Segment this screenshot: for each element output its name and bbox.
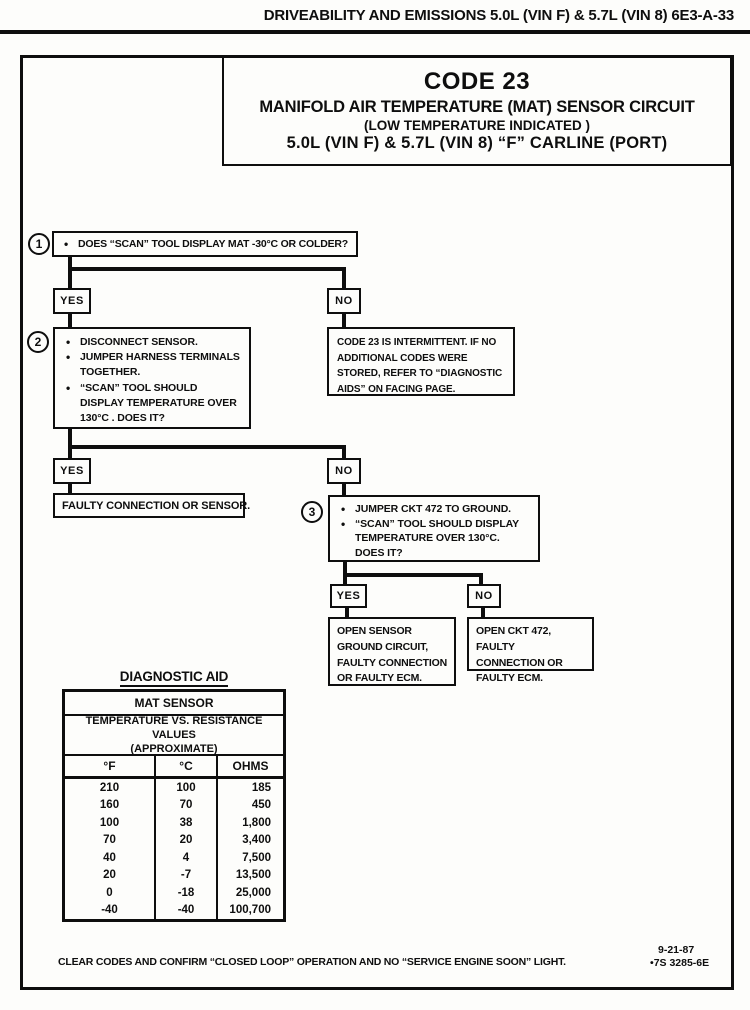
cell-ohms: 1,800 <box>216 814 283 832</box>
header-rule <box>0 30 750 34</box>
yes2-label: YES <box>60 465 84 477</box>
cell-c: -18 <box>154 884 216 902</box>
diagnostic-aid-heading <box>62 668 286 687</box>
no3-label: NO <box>475 590 493 602</box>
cell-ohms: 13,500 <box>216 867 283 885</box>
yes1-label: YES <box>60 295 84 307</box>
open-sensor-text: OPEN SENSOR GROUND CIRCUIT, FAULTY CONNECTION OR FAULTY ECM. <box>337 625 447 685</box>
cell-c: -7 <box>154 867 216 885</box>
step3-bullet: • “SCAN” TOOL SHOULD DISPLAY TEMPERATURE OVER 130°C. DOES IT? <box>337 517 531 561</box>
table-subtitle-row <box>65 716 283 756</box>
intermittent-box <box>327 327 515 396</box>
yes3-box <box>330 584 367 608</box>
connector <box>343 573 483 577</box>
table-row <box>65 849 283 867</box>
table-title-row: MAT SENSOR <box>65 692 283 716</box>
engine-title: 5.0L (VIN F) & 5.7L (VIN 8) “F” CARLINE (PORT) <box>286 134 668 153</box>
col-header-f: °F <box>103 759 116 773</box>
page-header: DRIVEABILITY AND EMISSIONS 5.0L (VIN F) & 5.7L (VIN 8) 6E3-A-33 <box>263 7 734 24</box>
connector <box>342 445 346 458</box>
step2-bullet: • JUMPER HARNESS TERMINALS TOGETHER. <box>62 350 242 380</box>
cell-ohms: 100,700 <box>216 902 283 920</box>
cell-ohms: 450 <box>216 797 283 815</box>
col-header-ohms: OHMS <box>216 756 283 776</box>
step2-bullet: • “SCAN” TOOL SHOULD DISPLAY TEMPERATURE OVER 130°C . DOES IT? <box>62 381 242 427</box>
col-header-c: °C <box>154 756 216 776</box>
faulty-connection-box <box>53 493 251 518</box>
cell-ohms: 3,400 <box>216 832 283 850</box>
cell-c: 38 <box>154 814 216 832</box>
cell-f: 210 <box>99 781 120 794</box>
cell-f: 160 <box>99 799 120 812</box>
no2-box <box>327 458 361 484</box>
open-ckt-result-box <box>467 617 594 685</box>
mat-sensor-table <box>62 689 286 922</box>
diagnostic-aid-title: DIAGNOSTIC AID <box>120 669 228 687</box>
step2-number-badge <box>27 331 49 353</box>
connector <box>68 267 72 288</box>
cell-c: 20 <box>154 832 216 850</box>
no2-label: NO <box>335 465 353 477</box>
step2-box <box>53 327 251 429</box>
table-row <box>65 884 283 902</box>
table-row <box>65 779 283 797</box>
step2-bullet: • DISCONNECT SENSOR. <box>62 335 242 350</box>
cell-c: -40 <box>154 902 216 920</box>
no1-box <box>327 288 361 314</box>
step2-number: 2 <box>34 335 42 349</box>
revision-date: 9-21-87 <box>658 944 695 956</box>
connector <box>342 267 346 288</box>
cell-ohms: 7,500 <box>216 849 283 867</box>
circuit-title: MANIFOLD AIR TEMPERATURE (MAT) SENSOR CIRCUIT <box>259 98 695 117</box>
table-row <box>65 797 283 815</box>
table-subtitle-line2: (APPROXIMATE) <box>130 743 218 756</box>
connector <box>342 314 346 327</box>
connector <box>68 267 346 271</box>
title-subtitle: (LOW TEMPERATURE INDICATED ) <box>364 118 590 134</box>
cell-c: 4 <box>154 849 216 867</box>
cell-f: 40 <box>103 851 116 864</box>
open-sensor-result-box <box>328 617 456 686</box>
table-row <box>65 867 283 885</box>
step3-box <box>328 495 540 562</box>
table-column-headers <box>65 756 283 779</box>
open-ckt-text: OPEN CKT 472, FAULTY CONNECTION OR FAULTY ECM. <box>476 625 563 685</box>
table-row <box>65 902 283 920</box>
connector <box>68 445 346 449</box>
yes3-label: YES <box>336 590 361 602</box>
clear-codes-note: CLEAR CODES AND CONFIRM “CLOSED LOOP” OPERATION AND NO “SERVICE ENGINE SOON” LIGHT. <box>58 956 566 968</box>
step1-number: 1 <box>35 237 43 251</box>
cell-ohms: 185 <box>216 779 283 797</box>
document-number: • 7S 3285-6E <box>650 957 709 969</box>
no3-box <box>467 584 501 608</box>
step3-bullet: • JUMPER CKT 472 TO GROUND. <box>337 502 531 517</box>
yes1-box <box>53 288 91 314</box>
connector <box>68 429 72 458</box>
table-row <box>65 832 283 850</box>
cell-c: 70 <box>154 797 216 815</box>
table-subtitle-line1: TEMPERATURE VS. RESISTANCE VALUES <box>85 714 263 741</box>
cell-f: 100 <box>99 816 120 829</box>
cell-ohms: 25,000 <box>216 884 283 902</box>
yes2-box <box>53 458 91 484</box>
title-block <box>222 56 732 166</box>
cell-f: -40 <box>101 904 118 917</box>
faulty-connection-text: FAULTY CONNECTION OR SENSOR. <box>62 499 251 512</box>
cell-f: 0 <box>106 886 113 899</box>
step1-text: • DOES “SCAN” TOOL DISPLAY MAT -30°C OR COLDER? <box>60 238 348 250</box>
connector <box>68 314 72 327</box>
step1-number-badge <box>28 233 50 255</box>
code-title: CODE 23 <box>423 67 531 95</box>
cell-f: 70 <box>103 834 116 847</box>
no1-label: NO <box>335 295 353 307</box>
intermittent-text: CODE 23 IS INTERMITTENT. IF NO ADDITIONAL CODES WERE STORED, REFER TO “DIAGNOSTIC AIDS” ON FACING PAGE. <box>337 337 503 395</box>
cell-c: 100 <box>154 779 216 797</box>
table-row <box>65 814 283 832</box>
cell-f: 20 <box>103 869 116 882</box>
step3-number: 3 <box>308 505 316 519</box>
step1-box <box>52 231 358 257</box>
step3-number-badge <box>301 501 323 523</box>
connector <box>342 484 346 495</box>
